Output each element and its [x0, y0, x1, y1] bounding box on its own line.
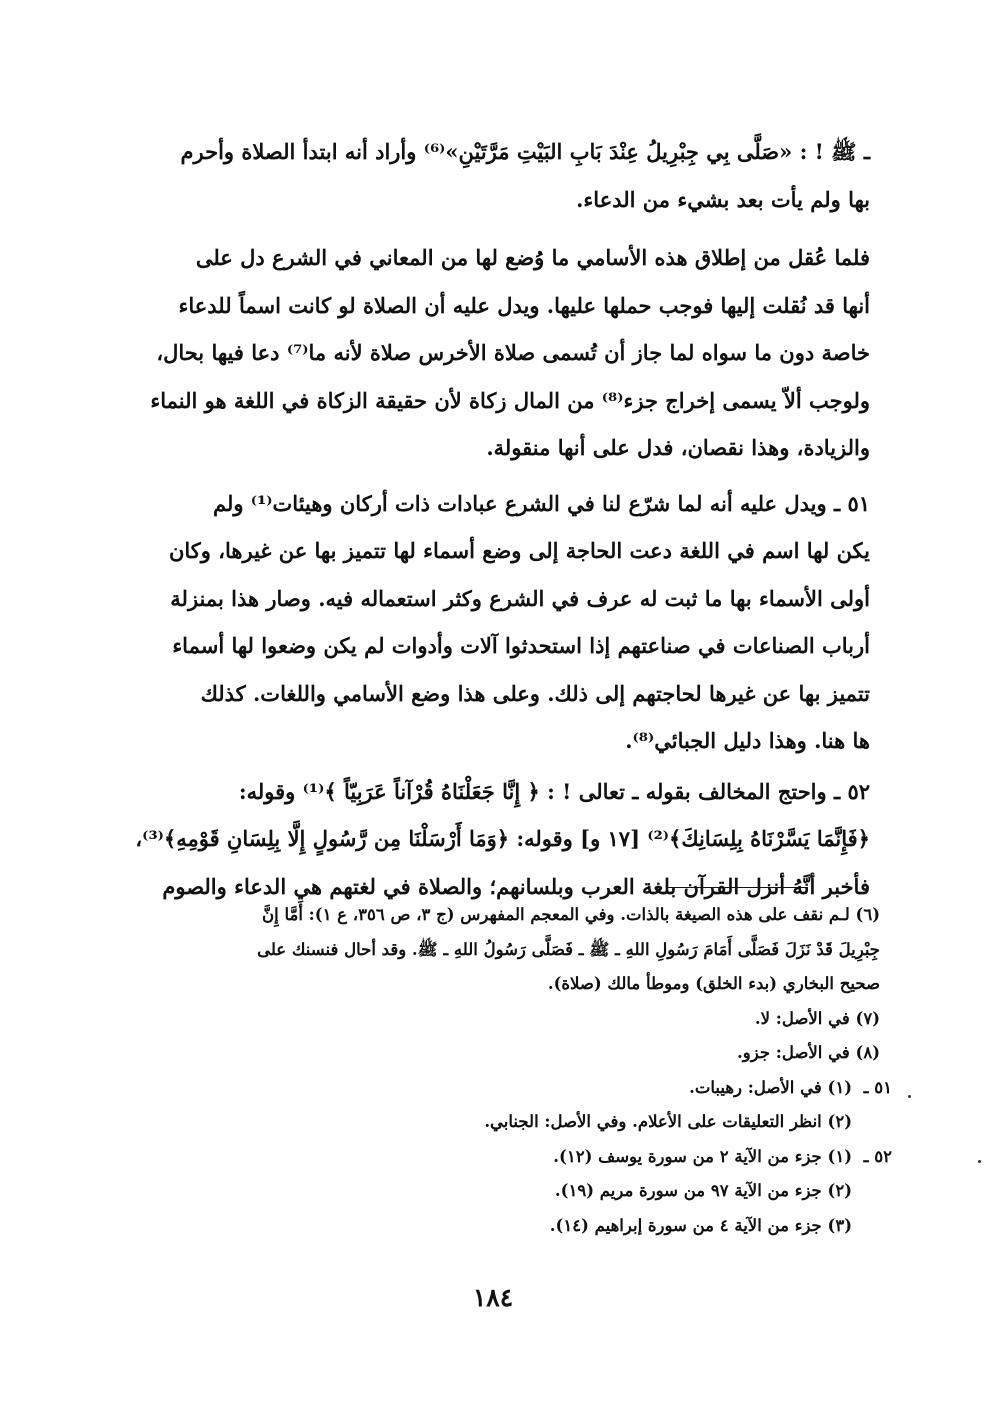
- text-line: خاصة دون ما سواه لما جاز أن تُسمى صلاة الأخرس صلاة لأنه ما⁽⁷⁾ دعا فيها بحال،: [156, 340, 870, 365]
- text-line: تتميز بها عن غيرها لحاجتهم إلى ذلك. وعلى هذا وضع الأسامي واللغات. كذلك: [200, 680, 870, 706]
- text-line: أولى الأسماء بها ما ثبت له عرف في الشرع وكثر استعماله فيه. وصار هذا بمنزلة: [170, 585, 870, 611]
- main-text: [100, 128, 870, 910]
- text-line: والزيادة، وهذا نقصان، فدل على أنها منقولة.: [486, 435, 870, 460]
- text-line: يكن لها اسم في اللغة دعت الحاجة إلى وضع أسماء لها تتميز بها عن غيرها، وكان: [168, 538, 870, 563]
- footnote-line: صحيح البخاري (بدء الخلق) وموطأ مالك (صلاة).: [547, 974, 880, 993]
- text-line: ٥١ ـ ويدل عليه أنه لما شرّع لنا في الشرع عبادات ذات أركان وهيئات⁽¹⁾ ولم: [212, 490, 870, 516]
- footnote-group-label: ٥٢ ـ: [863, 1146, 892, 1166]
- footnote-line: جِبْرِيلَ قَدْ نَزَلَ فَصَلَّى أَمَامَ رَسُولِ اللهِ ـ ﷺ ـ فَصَلَّى رَسُولُ اللهِ ـ ﷺ. وقد أحال فنسنك على: [257, 939, 880, 959]
- footnote-line: (١) جزء من الآية ٢ من سورة يوسف (١٢).: [553, 1146, 852, 1166]
- footnote-separator: [668, 887, 808, 888]
- text-line: ﴿فَإِنَّمَا يَسَّرْنَاهُ بِلِسَانِكَ﴾⁽²⁾ [١٧ و] وقوله: ﴿وَمَا أَرْسَلْنَا مِن رَّسُولٍ إِلَّا بِلِسَانِ قَوْمِهِ﴾⁽³⁾،: [135, 826, 870, 851]
- text-line: بها ولم يأت بعد بشيء من الدعاء.: [576, 186, 870, 212]
- footnote-group-52-continued: [100, 1174, 880, 1209]
- footnotes: [100, 898, 892, 1243]
- paragraph-51: [100, 480, 870, 765]
- page-number: ١٨٤: [472, 1283, 514, 1312]
- text-line: فأخبر أنَّهُ أنزل القرآن بلغة العرب وبلسانهم؛ والصلاة في لغتهم هي الدعاء والصوم: [162, 873, 870, 899]
- footnote-group-51: [100, 1071, 892, 1106]
- paragraph-hadith: [100, 128, 870, 223]
- footnote-line: (٢) انظر التعليقات على الأعلام. وفي الأصل: الجنابي.: [484, 1112, 852, 1131]
- text-line: فلما عُقل من إطلاق هذه الأسامي ما وُضع لها من المعاني في الشرع دل على: [195, 245, 870, 270]
- paragraph-transfer-argument: [100, 234, 870, 472]
- text-line: ـ ﷺ ! : «صَلَّى بِي جِبْرِيلُ عِنْدَ بَابِ البَيْتِ مَرَّتَيْنِ»⁽⁶⁾ وأراد أنه ابتدأ الصلاة وأحرم: [180, 139, 870, 164]
- footnote-line: (٨) في الأصل: جزو.: [737, 1043, 880, 1062]
- footnote-group-52: [100, 1140, 892, 1175]
- footnote-8: [100, 1036, 880, 1071]
- text-line: ولوجب ألاّ يسمى إخراج جزء⁽⁸⁾ من المال زكاة لأن حقيقة الزكاة في اللغة هو النماء: [150, 387, 870, 413]
- footnote-group-52-continued: [100, 1209, 880, 1244]
- footnote-line: (٦) لـم نقف على هذه الصيغة بالذات. وفي المعجم المفهرس (ج ٣، ص ٣٥٦، ع ١): أَمَّا إِنَّ: [262, 905, 880, 924]
- text-line: ها هنا. وهذا دليل الجبائي⁽⁸⁾.: [625, 728, 870, 753]
- footnote-line: (٣) جزء من الآية ٤ من سورة إبراهيم (١٤).: [549, 1215, 852, 1235]
- text-line: أنها قد نُقلت إليها فوجب حملها عليها. ويدل عليه أن الصلاة لو كانت اسماً للدعاء: [178, 292, 870, 318]
- footnote-group-51-continued: [100, 1105, 880, 1140]
- footnote-group-label: ٥١ ـ: [863, 1077, 892, 1097]
- footnote-line: (٢) جزء من الآية ٩٧ من سورة مريم (١٩).: [554, 1181, 852, 1200]
- footnote-7: [100, 1002, 880, 1037]
- margin-mark: [978, 1160, 981, 1163]
- margin-mark: [908, 1095, 911, 1098]
- footnote-line: (١) في الأصل: رهيبات.: [689, 1077, 852, 1097]
- paragraph-52: [100, 768, 870, 911]
- text-line: أرباب الصناعات في صناعتهم إذا استحدثوا آلات وأدوات لم يكن وضعوا لها أسماء: [172, 633, 870, 658]
- footnote-line: (٧) في الأصل: لا.: [754, 1008, 880, 1028]
- text-line: ٥٢ ـ واحتج المخالف بقوله ـ تعالى ! : ﴿ إِنَّا جَعَلْنَاهُ قُرْآناً عَرَبِيّاً ﴾⁽¹⁾ وقوله:: [238, 778, 870, 804]
- footnote-6: [100, 898, 880, 1002]
